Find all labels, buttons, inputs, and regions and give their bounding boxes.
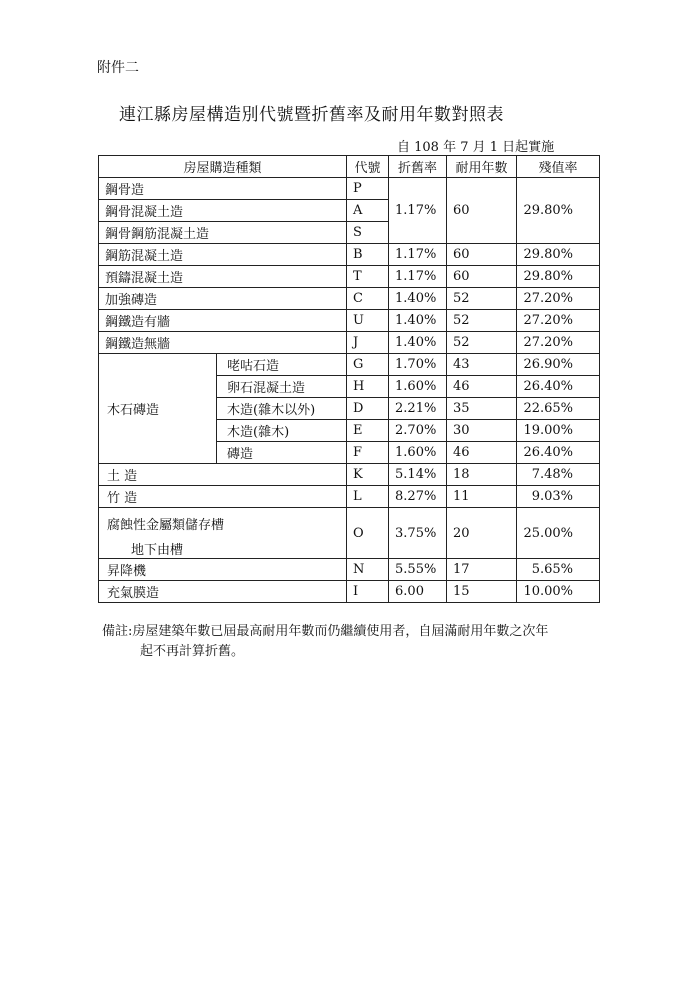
- type-cell: 昇降機: [99, 559, 347, 581]
- code-cell: S: [347, 222, 389, 244]
- years-cell: 35: [447, 398, 517, 420]
- residual-cell: 25.00%: [517, 508, 600, 559]
- header-type: 房屋購造種類: [99, 156, 347, 178]
- subtype-cell: 咾咕石造: [217, 354, 347, 376]
- residual-cell: 26.90%: [517, 354, 600, 376]
- years-cell: 18: [447, 464, 517, 486]
- rate-cell: 1.17%: [389, 178, 447, 244]
- code-cell: G: [347, 354, 389, 376]
- header-rate: 折舊率: [389, 156, 447, 178]
- code-cell: N: [347, 559, 389, 581]
- code-cell: A: [347, 200, 389, 222]
- residual-cell: 7.48%: [517, 464, 600, 486]
- years-cell: 52: [447, 332, 517, 354]
- type-cell: 鋼筋混凝土造: [99, 244, 347, 266]
- years-cell: 52: [447, 288, 517, 310]
- header-code: 代號: [347, 156, 389, 178]
- table-row: [99, 310, 600, 332]
- residual-cell: 29.80%: [517, 178, 600, 244]
- type-cell: 充氣膜造: [99, 581, 347, 603]
- code-cell: J: [347, 332, 389, 354]
- rate-cell: 3.75%: [389, 508, 447, 559]
- rate-cell: 1.40%: [389, 310, 447, 332]
- table-row: [99, 332, 600, 354]
- rate-cell: 1.40%: [389, 332, 447, 354]
- subtype-cell: 磚造: [217, 442, 347, 464]
- type-cell: 土 造: [99, 464, 347, 486]
- header-residual: 殘值率: [517, 156, 600, 178]
- years-cell: 60: [447, 244, 517, 266]
- rate-cell: 1.40%: [389, 288, 447, 310]
- rate-cell: 2.70%: [389, 420, 447, 442]
- rate-cell: 1.60%: [389, 442, 447, 464]
- table-row: [99, 288, 600, 310]
- years-cell: 46: [447, 376, 517, 398]
- residual-cell: 29.80%: [517, 244, 600, 266]
- residual-cell: 27.20%: [517, 310, 600, 332]
- residual-cell: 26.40%: [517, 442, 600, 464]
- type-cell: [99, 508, 347, 559]
- table-row: [99, 354, 600, 376]
- type-cell: 竹 造: [99, 486, 347, 508]
- table-header-row: [99, 156, 600, 178]
- code-cell: I: [347, 581, 389, 603]
- type-cell: 加強磚造: [99, 288, 347, 310]
- type-cell: 鋼骨鋼筋混凝土造: [99, 222, 347, 244]
- residual-cell: 27.20%: [517, 288, 600, 310]
- header-years: 耐用年數: [447, 156, 517, 178]
- years-cell: 20: [447, 508, 517, 559]
- note-line-2: 起不再計算折舊。: [140, 644, 245, 659]
- table-row: [99, 266, 600, 288]
- years-cell: 30: [447, 420, 517, 442]
- code-cell: F: [347, 442, 389, 464]
- code-cell: H: [347, 376, 389, 398]
- table-row: [99, 244, 600, 266]
- years-cell: 43: [447, 354, 517, 376]
- code-cell: K: [347, 464, 389, 486]
- table-row: [99, 178, 600, 200]
- code-cell: U: [347, 310, 389, 332]
- years-cell: 60: [447, 266, 517, 288]
- years-cell: 11: [447, 486, 517, 508]
- table-row: [99, 581, 600, 603]
- residual-cell: 22.65%: [517, 398, 600, 420]
- residual-cell: 27.20%: [517, 332, 600, 354]
- rate-cell: 1.60%: [389, 376, 447, 398]
- code-cell: T: [347, 266, 389, 288]
- residual-cell: 26.40%: [517, 376, 600, 398]
- code-cell: E: [347, 420, 389, 442]
- tank-line1: 腐蝕性金屬類儲存槽: [107, 518, 225, 533]
- type-cell: 鋼骨混凝土造: [99, 200, 347, 222]
- table-row: [99, 486, 600, 508]
- effective-date: 自 108 年 7 月 1 日起實施: [397, 140, 555, 155]
- tank-line2: 地下由槽: [131, 543, 184, 558]
- rate-cell: 1.17%: [389, 244, 447, 266]
- residual-cell: 19.00%: [517, 420, 600, 442]
- rate-cell: 5.55%: [389, 559, 447, 581]
- type-cell: 鋼骨造: [99, 178, 347, 200]
- document-title: 連江縣房屋構造別代號暨折舊率及耐用年數對照表: [119, 105, 504, 125]
- rate-cell: 6.00: [389, 581, 447, 603]
- years-cell: 15: [447, 581, 517, 603]
- attachment-label: 附件二: [97, 60, 139, 76]
- residual-cell: 9.03%: [517, 486, 600, 508]
- depreciation-table: [98, 155, 600, 603]
- residual-cell: 5.65%: [517, 559, 600, 581]
- code-cell: D: [347, 398, 389, 420]
- group-label-cell: 木石磚造: [99, 354, 217, 464]
- note-line-1: 備註:房屋建築年數已屆最高耐用年數而仍繼續使用者，自屆滿耐用年數之次年: [102, 624, 549, 639]
- residual-cell: 29.80%: [517, 266, 600, 288]
- subtype-cell: 卵石混凝土造: [217, 376, 347, 398]
- rate-cell: 5.14%: [389, 464, 447, 486]
- rate-cell: 2.21%: [389, 398, 447, 420]
- residual-cell: 10.00%: [517, 581, 600, 603]
- type-cell: 鋼鐵造有牆: [99, 310, 347, 332]
- type-cell: 鋼鐵造無牆: [99, 332, 347, 354]
- rate-cell: 1.17%: [389, 266, 447, 288]
- years-cell: 52: [447, 310, 517, 332]
- subtype-cell: 木造(雜木): [217, 420, 347, 442]
- code-cell: B: [347, 244, 389, 266]
- code-cell: O: [347, 508, 389, 559]
- code-cell: C: [347, 288, 389, 310]
- code-cell: P: [347, 178, 389, 200]
- type-cell: 預鑄混凝土造: [99, 266, 347, 288]
- years-cell: 17: [447, 559, 517, 581]
- subtype-cell: 木造(雜木以外): [217, 398, 347, 420]
- years-cell: 60: [447, 178, 517, 244]
- code-cell: L: [347, 486, 389, 508]
- table-row: [99, 508, 600, 559]
- table-row: [99, 559, 600, 581]
- rate-cell: 1.70%: [389, 354, 447, 376]
- rate-cell: 8.27%: [389, 486, 447, 508]
- table-row: [99, 464, 600, 486]
- years-cell: 46: [447, 442, 517, 464]
